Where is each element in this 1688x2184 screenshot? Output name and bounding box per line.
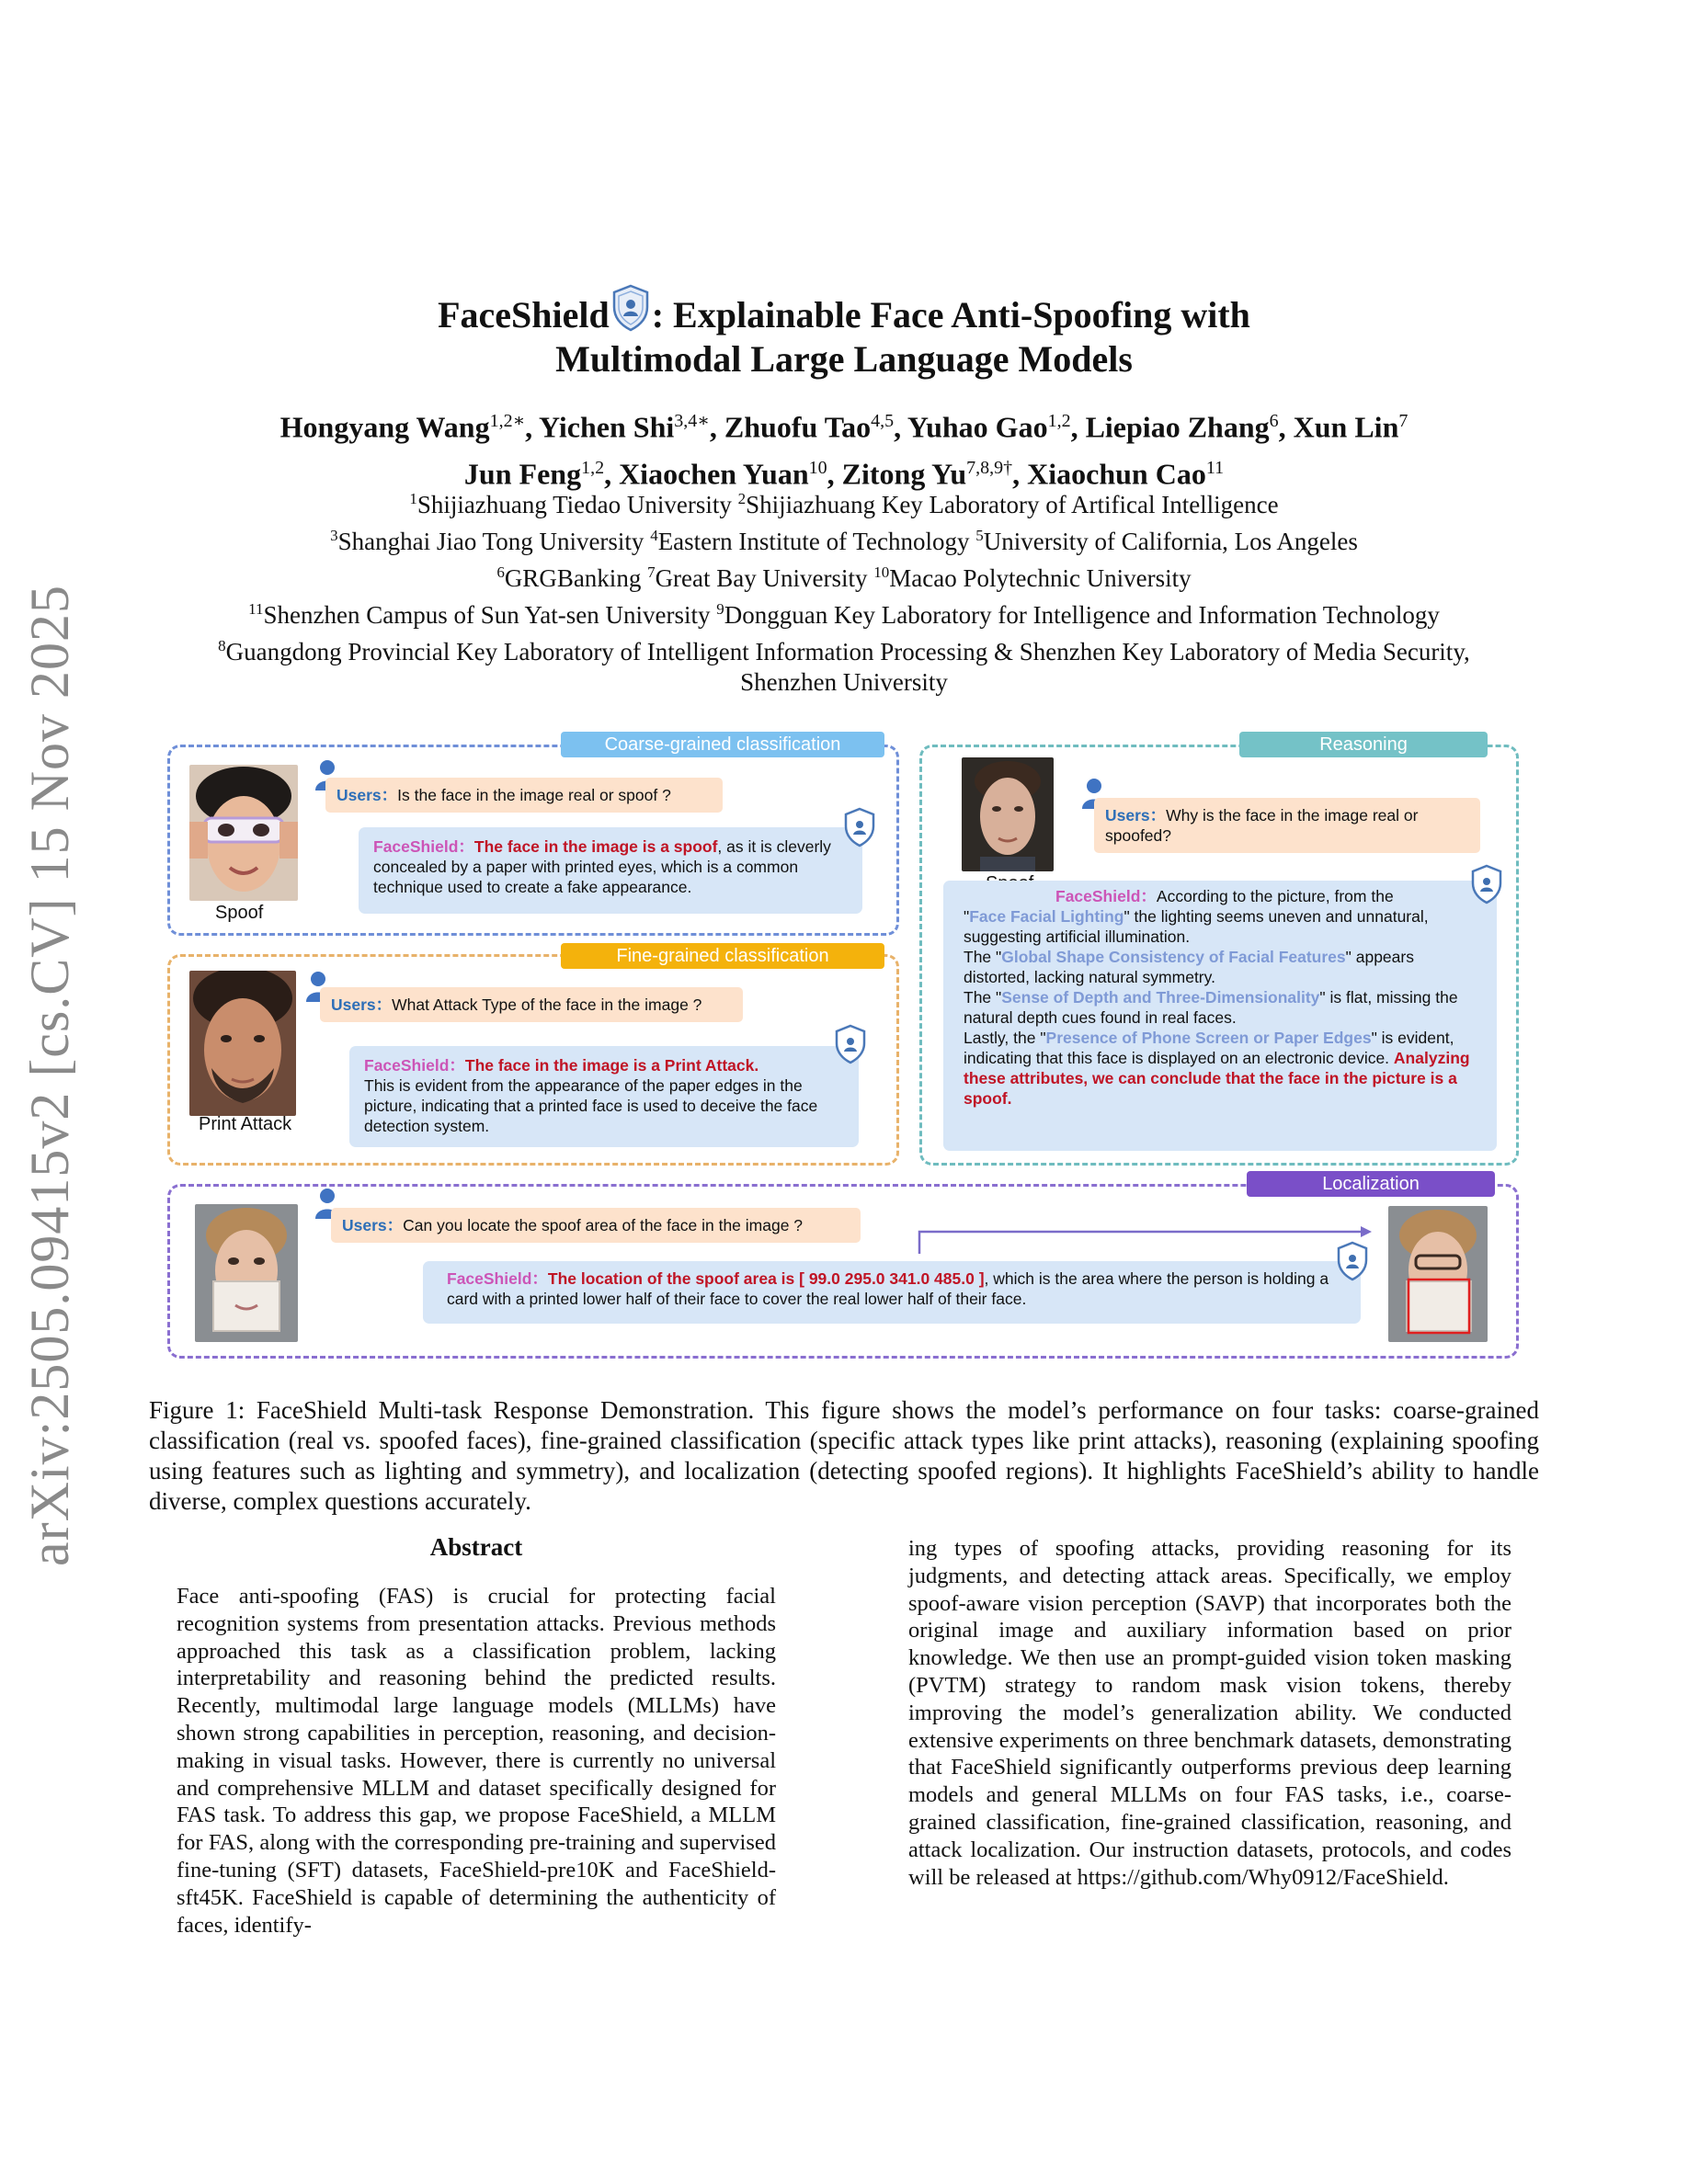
localization-tag: Localization	[1247, 1171, 1495, 1197]
arxiv-stamp: arXiv:2505.09415v2 [cs.CV] 15 Nov 2025	[19, 585, 80, 1566]
figure-caption: Figure 1: FaceShield Multi-task Response Demonstration. This figure shows the model’s performance on four tasks: coarse-grained classification (real vs. spoofed faces), fine-grained classification (specific attack types like print attacks), reasoning (explaining spoofing using features such as lighting and symmetry), and localization (detecting spoofed regions). It highlights FaceShield’s ability to handle diverse, complex questions accurately.	[149, 1396, 1539, 1515]
affiliations: $^1$Shijiazhuang Tiedao University $^2$Shijiazhuang Key Laboratory of Artifical Intelligence $^3$Shanghai Jiao Tong University $^4$Eastern Institute of Technology $^5$University of California, Los Angeles $^6$GRGBanking $^7$Great Bay University $^{10}$Macao Polytechnic University $^{11}$Shenzhen Campus of Sun Yat-sen University $^9$Dongguan Key Laboratory for Intelligence and Information Technology $^8$Guangdong Provincial Key Laboratory of Intelligent Information Processing & Shenzhen Key Laboratory of Media Security, Shenzhen University	[218, 490, 1470, 696]
author-list: Hongyang Wang$^{1,2∗}$, Yichen Shi$^{3,4∗}$, Zhuofu Tao$^{4,5}$, Yuhao Gao$^{1,2}$, Liepiao Zhang$^6$, Xun Lin$^7$ Jun Feng$^{1,2}$, Xiaochen Yuan$^{10}$, Zitong $Yu^{7,8,9\dagger}$, Xiaochun Cao$^{11}$	[279, 410, 1409, 491]
localization-arrow	[916, 1221, 1375, 1254]
reasoning-user-question: Users：Why is the face in the image real or spoofed?	[1094, 798, 1480, 853]
localization-face-image	[195, 1204, 298, 1342]
coarse-user-question: Users：Is the face in the image real or spoof ?	[325, 778, 723, 813]
reasoning-tag: Reasoning	[1239, 732, 1488, 757]
abstract-right-column: ing types of spoofing attacks, providing reasoning for its judgments, and detecting attack areas. Specifically, we employ spoof-aware vision perception (SAVP) that incorporates both the original image and auxiliary information based on prior knowledge. We then use an prompt-guided vision token masking (PVTM) strategy to random mask vision tokens, thereby improving the model’s generalization ability. We conducted extensive experiments on three benchmark datasets, demonstrating that FaceShield significantly outperforms previous deep learning models and general MLLMs on four FAS tasks, i.e., coarse-grained classification, fine-grained classification, reasoning, and attack localization. Our instruction datasets, protocols, and codes will be released at https://github.com/Why0912/FaceShield.	[908, 1536, 1511, 1890]
shield-icon	[1469, 864, 1504, 904]
coarse-face-label: Spoof	[215, 903, 264, 923]
author: Hongyang Wang	[279, 410, 490, 444]
author: Xiaochen Yuan	[619, 457, 809, 491]
author: Xiaochun Cao	[1027, 457, 1206, 491]
shield-icon	[833, 1024, 868, 1064]
shield-icon	[1335, 1241, 1370, 1281]
abstract-heading: Abstract	[429, 1533, 523, 1561]
title-part1: FaceShield	[438, 294, 610, 336]
coarse-tag: Coarse-grained classification	[561, 732, 884, 757]
author: Yichen Shi	[538, 410, 675, 444]
fine-face-label: Print Attack	[199, 1114, 292, 1134]
author: Zhuofu Tao	[724, 410, 872, 444]
title-part2: : Explainable Face Anti-Spoofing with	[651, 294, 1250, 336]
fine-faceshield-answer: FaceShield：The face in the image is a Print Attack. This is evident from the appearance of the paper edges in the picture, indicating that a printed face is used to deceive the face detection system.	[349, 1046, 859, 1147]
abstract-left-column: Face anti-spoofing (FAS) is crucial for protecting facial recognition systems from presentation attacks. Previous methods approached this task as a classification problem, lacking interpretability and reasoning behind the predicted results. Recently, multimodal large language models (MLLMs) have shown strong capabilities in perception, reasoning, and decision-making in visual tasks. However, there is currently no universal and comprehensive MLLM and dataset specifically designed for FAS task. To address this gap, we propose FaceShield, a MLLM for FAS, along with the corresponding pre-training and supervised fine-tuning (SFT) datasets, FaceShield-pre10K and FaceShield-sft45K. FaceShield is capable of determining the authenticity of faces, identify-	[177, 1584, 776, 1938]
author: Jun Feng	[463, 457, 582, 491]
reasoning-faceshield-answer: FaceShield：According to the picture, from the "Face Facial Lighting" the lighting seems uneven and unnatural, suggesting artificial illumination. The "Global Shape Consistency of Facial Features" appears distorted, lacking natural symmetry. The "Sense of Depth and Three-Dimensionality" is flat, missing the natural depth cues found in real faces. Lastly, the "Presence of Phone Screen or Paper Edges" is evident, indicating that this face is displayed on an electronic device. Analyzing these attributes, we can conclude that the face in the picture is a spoof.	[943, 881, 1497, 1151]
author: Yuhao Gao	[907, 410, 1048, 444]
localization-faceshield-answer: FaceShield：The location of the spoof area is [ 99.0 295.0 341.0 485.0 ], which is the area where the person is holding a card with a printed lower half of their face to cover the real lower half of their face.	[423, 1261, 1361, 1324]
coarse-face-image	[189, 765, 298, 901]
title-line2: Multimodal Large Language Models	[555, 338, 1133, 380]
fine-tag: Fine-grained classification	[561, 943, 884, 969]
coarse-faceshield-answer: FaceShield：The face in the image is a spoof, as it is cleverly concealed by a paper with printed eyes, which is a common technique used to create a fake appearance.	[359, 827, 862, 914]
shield-icon	[842, 807, 877, 847]
author: Liepiao Zhang	[1085, 410, 1270, 444]
fine-user-question: Users：What Attack Type of the face in the image ?	[320, 987, 743, 1022]
author: Zitong Yu	[841, 457, 967, 491]
fine-face-image	[189, 971, 296, 1116]
reasoning-face-image	[962, 757, 1054, 871]
paper-title	[0, 283, 1688, 381]
localization-user-question: Users：Can you locate the spoof area of the face in the image ?	[331, 1208, 861, 1243]
shield-logo-icon	[610, 283, 652, 333]
localization-result-image	[1388, 1206, 1488, 1342]
author: Xun Lin	[1293, 410, 1399, 444]
